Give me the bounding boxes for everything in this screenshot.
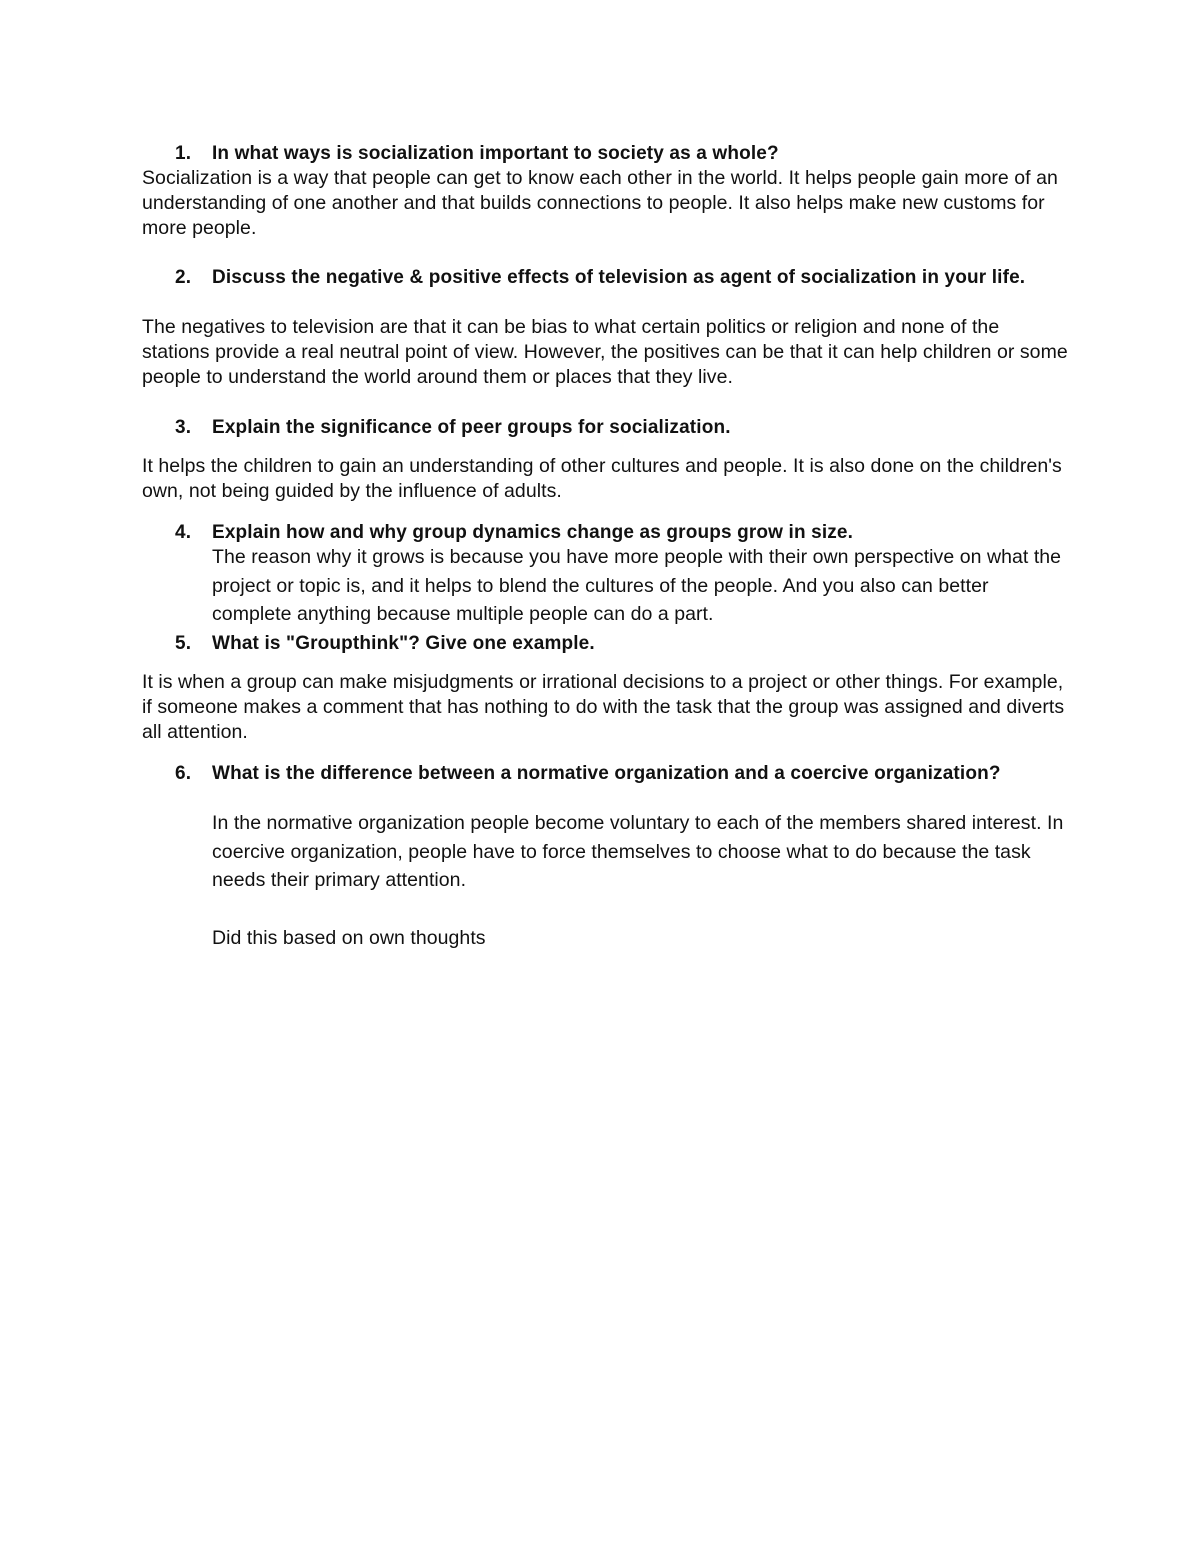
question-6 (175, 761, 1055, 786)
answer-6: In the normative organization people become voluntary to each of the members shared interest. In coercive organization, people have to force themselves to choose what to do because the task needs their primary attention. (212, 812, 1064, 892)
closing-note: Did this based on own thoughts (212, 927, 486, 949)
question-number: 3. (175, 417, 192, 438)
answer-1: Socialization is a way that people can get to know each other in the world. It helps people gain more of an understanding of one another and that builds connections to people. It also helps make new customs for more people. (142, 167, 1058, 239)
question-number: 6. (175, 763, 192, 784)
answer-5: It is when a group can make misjudgments or irrational decisions to a project or other things. For example, if someone makes a comment that has nothing to do with the task that the group was assigned and diverts all attention. (142, 671, 1065, 743)
question-2 (175, 265, 1055, 290)
question-number: 4. (175, 522, 192, 543)
question-number: 5. (175, 633, 192, 654)
question-text: In what ways is socialization important to society as a whole? (212, 143, 779, 164)
question-text: What is "Groupthink"? Give one example. (212, 633, 595, 654)
answer-4: The reason why it grows is because you have more people with their own perspective on what the project or topic is, and it helps to blend the cultures of the people. And you also can better complete anything because multiple people can do a part. (212, 546, 1062, 626)
question-number: 1. (175, 143, 192, 164)
question-text: Discuss the negative & positive effects of television as agent of socialization in your life. (212, 267, 1026, 288)
question-text: Explain how and why group dynamics change as groups grow in size. (212, 522, 854, 543)
question-5 (175, 631, 1055, 656)
answer-2: The negatives to television are that it can be bias to what certain politics or religion and none of the stations provide a real neutral point of view. However, the positives can be that it can help children or some people to understand the world around them or places that they live. (142, 316, 1068, 388)
question-4 (175, 520, 1055, 545)
answer-3: It helps the children to gain an understanding of other cultures and people. It is also done on the children's own, not being guided by the influence of adults. (142, 455, 1062, 502)
question-3 (175, 415, 1055, 440)
question-1 (175, 141, 1055, 166)
question-text: What is the difference between a normative organization and a coercive organization? (212, 763, 1001, 784)
question-number: 2. (175, 267, 192, 288)
question-text: Explain the significance of peer groups for socialization. (212, 417, 731, 438)
